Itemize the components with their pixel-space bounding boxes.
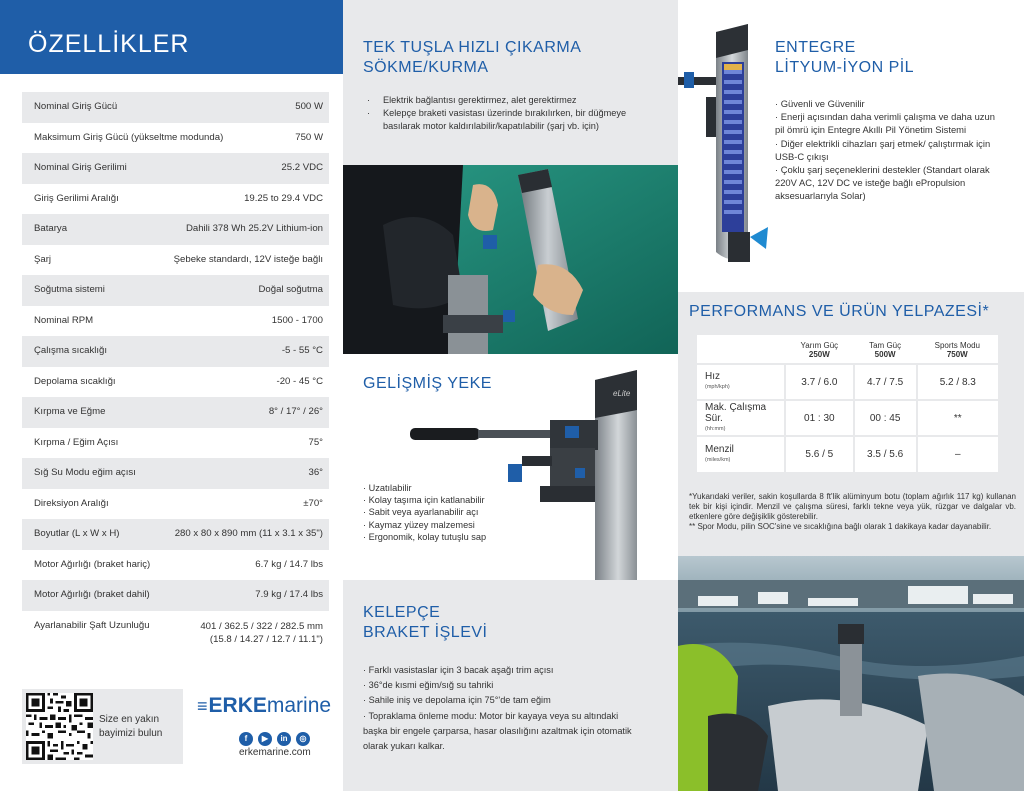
- spec-value: 1500 - 1700: [271, 314, 323, 326]
- table-cell: 00 : 45: [854, 400, 917, 436]
- spec-value: Şebeke standardı, 12V isteğe bağlı: [173, 253, 323, 265]
- performance-notes: [689, 492, 1016, 532]
- spec-row: [22, 336, 329, 367]
- empty-header-cell: [697, 335, 785, 364]
- spec-value: Doğal soğutma: [258, 284, 323, 295]
- quick-release-list: [363, 94, 653, 132]
- spec-label: Kırpma ve Eğme: [34, 406, 106, 417]
- spec-value: -5 - 55 °C: [281, 345, 323, 356]
- brand-block: [189, 692, 332, 762]
- list-item: · Uzatılabilir: [363, 483, 412, 493]
- spec-label: Ayarlanabilir Şaft Uzunluğu: [34, 619, 150, 631]
- spec-row: [22, 519, 329, 550]
- quick-release-title-line-2: SÖKME/KURMA: [363, 59, 489, 76]
- spec-value: 36°: [308, 467, 323, 478]
- website-link[interactable]: erkemarine.com: [239, 747, 311, 758]
- logo-light-text: marine: [266, 694, 332, 717]
- spec-value: ±70°: [303, 497, 323, 509]
- spec-label: Motor Ağırlığı (braket hariç): [34, 558, 151, 570]
- header-watts: 500W: [874, 350, 896, 359]
- header-label: Tam Güç: [869, 341, 902, 350]
- quick-release-title-line-1: TEK TUŞLA HIZLI ÇIKARMA: [363, 39, 582, 56]
- table-row: [697, 436, 998, 472]
- list-item: · Güvenli ve Güvenilir: [775, 98, 865, 109]
- row-label-text: Hız: [705, 371, 720, 382]
- row-label-text: Mak. Çalışma Sür.: [705, 401, 767, 424]
- spec-value: 6.7 kg / 14.7 lbs: [255, 558, 323, 570]
- spec-row: [22, 367, 329, 398]
- spec-row: [22, 306, 329, 337]
- tiller-list: [363, 482, 603, 543]
- bracket-list: [363, 663, 635, 754]
- performance-table: [697, 335, 998, 472]
- header-sports-mode: [917, 335, 998, 364]
- spec-label: Soğutma sistemi: [34, 284, 105, 295]
- spec-row: [22, 397, 329, 428]
- marina-boat-photo: [678, 556, 1024, 791]
- social-links: [239, 728, 315, 746]
- battery-title-line-1: ENTEGRE: [775, 39, 856, 56]
- list-item: · 36°de kısmi eğim/sığ su tahriki: [363, 680, 494, 691]
- quick-release-title: [363, 38, 581, 78]
- spec-value-line-1: 401 / 362.5 / 322 / 282.5 mm: [200, 620, 323, 632]
- spec-value: 280 x 80 x 890 mm (11 x 3.1 x 35"): [174, 528, 323, 539]
- row-unit: (mph/kph): [705, 384, 730, 390]
- footnote-1: *Yukarıdaki veriler, sakin koşullarda 8 ft'lik alüminyum botu (toplam ağırlık 117 kg) kullanan tek bir kişi içindir. Menzil ve çalışma süresi, farklı tekne veya yük, rüzgar ve dalgalar vb. etkenlere göre değişiklik gösterebilir.: [689, 492, 1016, 521]
- bracket-title: [363, 603, 487, 643]
- spec-label: Depolama sıcaklığı: [34, 375, 116, 387]
- header-label: Yarım Güç: [800, 341, 839, 350]
- spec-label: Şarj: [34, 253, 52, 265]
- bracket-title-line-1: KELEPÇE: [363, 604, 441, 621]
- table-cell: 5.6 / 5: [785, 436, 854, 472]
- outboard-hand-illustration: [343, 165, 678, 354]
- qr-caption: [99, 713, 162, 741]
- spec-row: [22, 275, 329, 306]
- specs-header: [0, 0, 343, 74]
- row-label: [697, 436, 785, 472]
- table-cell: 01 : 30: [785, 400, 854, 436]
- tiller-illustration: [400, 368, 660, 580]
- logo-bold-text: ERKE: [208, 694, 267, 717]
- header-full-power: [854, 335, 917, 364]
- qr-code[interactable]: [26, 693, 93, 760]
- row-label: [697, 364, 785, 400]
- specs-title: ÖZELLİKLER: [28, 30, 190, 58]
- table-row: [697, 364, 998, 400]
- list-item: · Sabit veya ayarlanabilir açı: [363, 507, 479, 518]
- spec-row: [22, 550, 329, 581]
- table-cell: 3.7 / 6.0: [785, 364, 854, 400]
- spec-value: 750 W: [295, 131, 323, 143]
- spec-value: 500 W: [295, 101, 323, 112]
- marina-boat-illustration: [678, 556, 1024, 791]
- table-cell: **: [917, 400, 998, 436]
- spec-row: [22, 245, 329, 276]
- spec-value: 7.9 kg / 17.4 lbs: [255, 589, 323, 600]
- tiller-title: GELİŞMİŞ YEKE: [363, 375, 492, 392]
- spec-row: [22, 428, 329, 459]
- performance-title: PERFORMANS VE ÜRÜN YELPAZESİ*: [689, 303, 990, 320]
- table-cell: 5.2 / 8.3: [917, 364, 998, 400]
- spec-label: Kırpma / Eğim Açısı: [34, 436, 119, 448]
- row-unit: (miles/km): [705, 456, 731, 463]
- elite-label: eLite: [613, 389, 631, 398]
- spec-value: 25.2 VDC: [281, 162, 323, 173]
- youtube-icon[interactable]: ▶: [258, 732, 272, 746]
- table-cell: 4.7 / 7.5: [854, 364, 917, 400]
- spec-value: [200, 620, 323, 646]
- row-unit: (hh:mm): [705, 425, 726, 432]
- battery-features-list: [775, 97, 995, 203]
- spec-label: Nominal Giriş Gerilimi: [34, 162, 127, 173]
- spec-label: Batarya: [34, 223, 68, 234]
- qr-caption-line-1: Size en yakın: [99, 714, 160, 725]
- list-item: · Kolay taşıma için katlanabilir: [363, 495, 485, 506]
- battery-title: [775, 38, 914, 78]
- spec-label: Motor Ağırlığı (braket dahil): [34, 589, 150, 600]
- row-label-text: Menzil: [705, 443, 734, 455]
- bracket-title-line-2: BRAKET İŞLEVİ: [363, 624, 488, 641]
- instagram-icon[interactable]: ◎: [296, 732, 310, 746]
- row-label: [697, 400, 785, 436]
- specs-table: [22, 92, 329, 655]
- erke-marine-logo[interactable]: [197, 694, 331, 718]
- spec-label: Direksiyon Aralığı: [34, 497, 109, 509]
- outboard-hand-photo: [343, 165, 678, 354]
- spec-value: 75°: [308, 436, 323, 448]
- list-item: · Ergonomik, kolay tutuşlu sap: [363, 531, 487, 542]
- footnote-2: ** Spor Modu, pilin SOC'sine ve sıcaklığına bağlı olarak 1 dakikaya kadar dayanabilir.: [689, 522, 992, 531]
- spec-label: Maksimum Giriş Gücü (yükseltme modunda): [34, 131, 224, 143]
- spec-row: [22, 92, 329, 123]
- spec-row: [22, 214, 329, 245]
- spec-row: [22, 153, 329, 184]
- spec-label: Nominal Giriş Gücü: [34, 101, 118, 112]
- spec-value-line-2: (15.8 / 14.27 / 12.7 / 11.1"): [209, 633, 323, 645]
- header-label: Sports Modu: [934, 341, 980, 350]
- logo-mark: ≡: [197, 696, 208, 716]
- spec-value: Dahili 378 Wh 25.2V Lithium-ion: [185, 223, 323, 234]
- spec-row: [22, 489, 329, 520]
- spec-label: Sığ Su Modu eğim açısı: [34, 467, 136, 478]
- list-item: · Enerji açısından daha verimli çalışma ve daha uzun pil ömrü için Entegre Akıllı Pil Yönetim Sistemi: [775, 111, 995, 136]
- header-half-power: [785, 335, 854, 364]
- list-item: · Kelepçe braketi vasistası üzerinde bırakılırken, bir düğmeye basılarak motor kaldırılabilir/kapatılabilir (şarj vb. için): [363, 107, 653, 133]
- dealer-qr-card[interactable]: [22, 689, 183, 764]
- spec-label: Boyutlar (L x W x H): [34, 528, 120, 539]
- list-item: · Çoklu şarj seçeneklerini destekler (Standart olarak 220V AC, 12V DC ve isteğe bağlı ePropulsion aksesuarlarıyla Solar): [775, 164, 990, 202]
- list-item: · Elektrik bağlantısı gerektirmez, alet gerektirmez: [363, 94, 653, 107]
- linkedin-icon[interactable]: in: [277, 732, 291, 746]
- battery-title-line-2: LİTYUM-İYON PİL: [775, 59, 915, 76]
- spec-row: [22, 458, 329, 489]
- list-item: · Farklı vasistaslar için 3 bacak aşağı trim açısı: [363, 665, 554, 675]
- spec-label: Giriş Gerilimi Aralığı: [34, 192, 119, 204]
- performance-header-row: [697, 335, 998, 364]
- specs-column: [0, 0, 343, 791]
- list-item: · Kaymaz yüzey malzemesi: [363, 519, 475, 530]
- table-row: [697, 400, 998, 436]
- spec-label: Nominal RPM: [34, 314, 94, 326]
- spec-value: 8° / 17° / 26°: [268, 406, 323, 417]
- list-item: · Diğer elektrikli cihazları şarj etmek/ çalıştırmak için USB-C çıkışı: [775, 137, 991, 162]
- header-watts: 250W: [808, 350, 830, 359]
- list-item: · Topraklama önleme modu: Motor bir kayaya veya su altındaki başka bir engele çarparsa, hasar olasılığını azaltmak için otomatik olarak yukarı kalkar.: [363, 710, 632, 752]
- spec-row: [22, 184, 329, 215]
- spec-row: [22, 580, 329, 611]
- facebook-icon[interactable]: f: [239, 732, 253, 746]
- spec-value: 19.25 to 29.4 VDC: [244, 192, 323, 204]
- qr-caption-line-2: bayimizi bulun: [99, 728, 163, 739]
- table-cell: –: [917, 436, 998, 472]
- table-cell: 3.5 / 5.6: [854, 436, 917, 472]
- spec-label: Çalışma sıcaklığı: [34, 345, 108, 356]
- spec-row: [22, 611, 329, 655]
- spec-row: [22, 123, 329, 154]
- header-watts: 750W: [946, 350, 968, 359]
- list-item: · Sahile iniş ve depolama için 75°'de tam eğim: [363, 695, 551, 706]
- battery-illustration: [678, 22, 778, 274]
- spec-value: -20 - 45 °C: [276, 375, 323, 387]
